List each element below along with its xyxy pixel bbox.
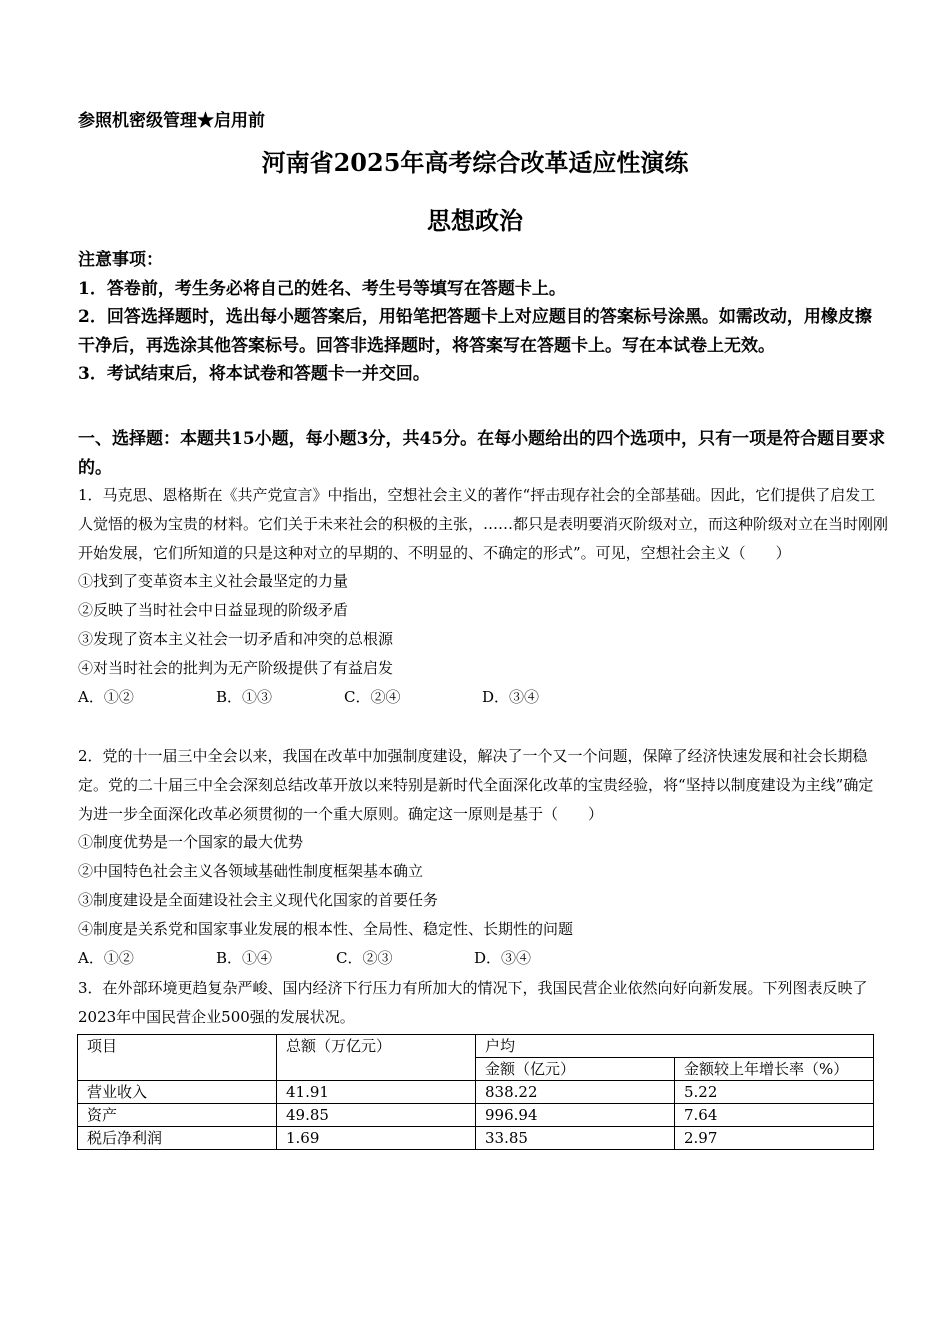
notice-item: 1．答卷前，考生务必将自己的姓名、考生号等填写在答题卡上。	[78, 278, 566, 299]
question-item: ④制度是关系党和国家事业发展的根本性、全局性、稳定性、长期性的问题	[78, 919, 574, 938]
option-b: B．①④	[216, 948, 273, 967]
cell-amount: 838.22	[476, 1081, 675, 1104]
question-item: ③发现了资本主义社会一切矛盾和冲突的总根源	[78, 629, 394, 648]
question-item: ④对当时社会的批判为无产阶级提供了有益启发	[78, 658, 394, 677]
notice-block	[78, 246, 888, 389]
header-total: 总额（万亿元）	[277, 1035, 476, 1081]
header-item: 项目	[78, 1035, 277, 1081]
cell-total: 49.85	[277, 1104, 476, 1127]
option-d: D．③④	[482, 687, 540, 706]
question-3	[78, 974, 888, 1032]
exam-title: 河南省2025年高考综合改革适应性演练	[261, 148, 689, 177]
cell-amount: 996.94	[476, 1104, 675, 1127]
header-growth: 金额较上年增长率（%）	[675, 1058, 874, 1081]
option-b: B．①③	[216, 687, 273, 706]
cell-item: 税后净利润	[78, 1127, 277, 1150]
question-stem: 2．党的十一届三中全会以来，我国在改革中加强制度建设，解决了一个又一个问题，保障了经济快速发展和社会长期稳定。党的二十届三中全会深刻总结改革开放以来特别是新时代全面深化改革的宝贵经验，将“坚持以制度建设为主线”确定为进一步全面深化改革必须贯彻的一个重大原则。确定这一原则是基于（ ）	[78, 747, 874, 823]
enterprise-data-table	[77, 1034, 874, 1150]
section-heading-block	[78, 425, 888, 482]
option-a: A．①②	[78, 948, 134, 967]
table-header-row	[78, 1035, 874, 1058]
secret-label: 参照机密级管理★启用前	[78, 111, 265, 131]
notice-item: 2．回答选择题时，选出每小题答案后，用铅笔把答题卡上对应题目的答案标号涂黑。如需改动，用橡皮擦干净后，再选涂其他答案标号。回答非选择题时，将答案写在答题卡上。写在本试卷上无效。	[78, 307, 872, 356]
answer-options	[78, 944, 888, 973]
option-c: C．②③	[336, 948, 393, 967]
cell-amount: 33.85	[476, 1127, 675, 1150]
cell-item: 资产	[78, 1104, 277, 1127]
question-stem: 1．马克思、恩格斯在《共产党宣言》中指出，空想社会主义的著作“抨击现存社会的全部基础。因此，它们提供了启发工人觉悟的极为宝贵的材料。它们关于未来社会的积极的主张，……都只是表明要消灭阶级对立，而这种阶级对立在当时刚刚开始发展，它们所知道的只是这种对立的早期的、不明显的、不确定的形式”。可见，空想社会主义（ ）	[78, 486, 889, 562]
answer-options	[78, 683, 888, 712]
question-item: ③制度建设是全面建设社会主义现代化国家的首要任务	[78, 890, 439, 909]
question-1	[78, 481, 888, 711]
subject-title: 思想政治	[427, 206, 523, 235]
notice-heading: 注意事项：	[78, 250, 163, 270]
question-item: ①找到了变革资本主义社会最坚定的力量	[78, 572, 349, 591]
cell-item: 营业收入	[78, 1081, 277, 1104]
option-a: A．①②	[78, 687, 134, 706]
question-item: ②中国特色社会主义各领域基础性制度框架基本确立	[78, 862, 424, 881]
cell-growth: 5.22	[675, 1081, 874, 1104]
cell-growth: 2.97	[675, 1127, 874, 1150]
header-amount: 金额（亿元）	[476, 1058, 675, 1081]
cell-total: 41.91	[277, 1081, 476, 1104]
table-row	[78, 1104, 874, 1127]
question-stem: 3．在外部环境更趋复杂严峻、国内经济下行压力有所加大的情况下，我国民营企业依然向好向新发展。下列图表反映了2023年中国民营企业500强的发展状况。	[78, 979, 868, 1026]
option-c: C．②④	[344, 687, 401, 706]
table-row	[78, 1127, 874, 1150]
cell-total: 1.69	[277, 1127, 476, 1150]
notice-item: 3．考试结束后，将本试卷和答题卡一并交回。	[78, 364, 430, 384]
section-heading: 一、选择题：本题共15小题，每小题3分，共45分。在每小题给出的四个选项中，只有一项是符合题目要求的。	[78, 429, 886, 478]
option-d: D．③④	[474, 948, 532, 967]
question-item: ②反映了当时社会中日益显现的阶级矛盾	[78, 601, 349, 620]
table-row	[78, 1081, 874, 1104]
question-2	[78, 742, 888, 972]
header-average: 户均	[476, 1035, 874, 1058]
question-item: ①制度优势是一个国家的最大优势	[78, 833, 304, 852]
cell-growth: 7.64	[675, 1104, 874, 1127]
